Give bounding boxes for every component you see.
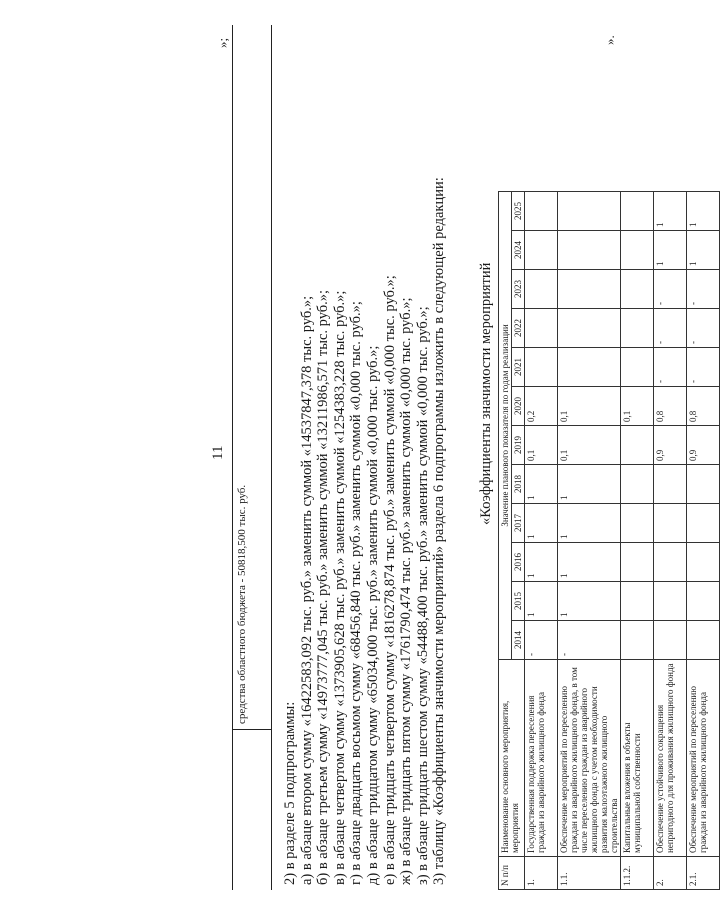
year-header: 2023 bbox=[512, 270, 525, 309]
value-cell: 0,9 bbox=[687, 426, 720, 465]
value-cell: 0,9 bbox=[654, 426, 687, 465]
row-number: 1.1. bbox=[558, 857, 621, 890]
year-header: 2014 bbox=[512, 621, 525, 660]
value-cell: 1 bbox=[558, 543, 621, 582]
value-cell: 0,1 bbox=[558, 387, 621, 426]
value-cell bbox=[558, 231, 621, 270]
value-cell: 1 bbox=[654, 192, 687, 231]
year-header: 2018 bbox=[512, 465, 525, 504]
value-cell: - bbox=[687, 348, 720, 387]
box-divider bbox=[233, 729, 271, 730]
value-cell: 1 bbox=[558, 465, 621, 504]
value-cell: 1 bbox=[654, 231, 687, 270]
amendment-line: 3) таблицу «Коэффициенты значимости мероприятий» раздела 6 подпрограммы изложить в следующей редакции: bbox=[431, 177, 448, 885]
value-cell bbox=[687, 582, 720, 621]
row-name: Обеспечение мероприятий по переселению граждан из аварийного жилищного фонда bbox=[687, 660, 720, 857]
budget-text: средства областного бюджета - 50818,500 тыс. руб. bbox=[236, 484, 248, 724]
header-name: Наименование основного мероприятия, мероприятия bbox=[499, 660, 525, 857]
value-cell: - bbox=[687, 270, 720, 309]
value-cell bbox=[687, 543, 720, 582]
value-cell: 0,1 bbox=[558, 426, 621, 465]
year-header: 2022 bbox=[512, 309, 525, 348]
coefficients-table bbox=[498, 191, 720, 890]
row-number: 2. bbox=[654, 857, 687, 890]
amendment-line: ж) в абзаце тридцать пятом сумму «1761790,474 тыс. руб.» заменить суммой «0,000 тыс. руб.»; bbox=[398, 297, 415, 885]
row-number: 1.1.2. bbox=[621, 857, 654, 890]
value-cell bbox=[654, 543, 687, 582]
amendment-line: е) в абзаце тридцать четвертом сумму «1816278,874 тыс. руб.» заменить суммой «0,000 тыс. руб.»; bbox=[381, 275, 398, 885]
value-cell bbox=[558, 309, 621, 348]
value-cell bbox=[621, 231, 654, 270]
value-cell bbox=[621, 309, 654, 348]
value-cell bbox=[525, 270, 558, 309]
value-cell bbox=[525, 192, 558, 231]
value-cell bbox=[525, 309, 558, 348]
value-cell: 1 bbox=[558, 504, 621, 543]
value-cell bbox=[654, 582, 687, 621]
value-cell: 1 bbox=[525, 582, 558, 621]
value-cell bbox=[687, 621, 720, 660]
page-number: 11 bbox=[210, 445, 226, 460]
value-cell bbox=[525, 348, 558, 387]
year-header: 2020 bbox=[512, 387, 525, 426]
value-cell bbox=[621, 465, 654, 504]
value-cell bbox=[621, 192, 654, 231]
value-cell bbox=[558, 270, 621, 309]
row-name: Государственная поддержка переселения граждан из аварийного жилищного фонда bbox=[525, 660, 558, 857]
value-cell: 1 bbox=[558, 582, 621, 621]
value-cell: 0,1 bbox=[525, 426, 558, 465]
table-row bbox=[687, 192, 720, 890]
amendment-line: в) в абзаце четвертом сумму «1373905,628 тыс. руб.» заменить суммой «1254383,228 тыс. руб.»; bbox=[331, 290, 348, 885]
row-number: 2.1. bbox=[687, 857, 720, 890]
value-cell: 1 bbox=[525, 504, 558, 543]
row-name: Обеспечение устойчивого сокращения непригодного для проживания жилищного фонда bbox=[654, 660, 687, 857]
amendment-line: б) в абзаце третьем сумму «14973777,045 тыс. руб.» заменить суммой «13211986,571 тыс. руб.»; bbox=[315, 289, 332, 885]
year-header: 2019 bbox=[512, 426, 525, 465]
header-group: Значение планового показателя по годам реализации bbox=[499, 192, 512, 660]
header-num: N п/п bbox=[499, 857, 525, 890]
year-header: 2016 bbox=[512, 543, 525, 582]
value-cell: - bbox=[654, 348, 687, 387]
table-row bbox=[558, 192, 621, 890]
table-row bbox=[525, 192, 558, 890]
value-cell bbox=[621, 426, 654, 465]
value-cell bbox=[558, 192, 621, 231]
value-cell bbox=[654, 504, 687, 543]
value-cell: 1 bbox=[687, 231, 720, 270]
value-cell: - bbox=[654, 309, 687, 348]
value-cell bbox=[621, 270, 654, 309]
value-cell bbox=[558, 348, 621, 387]
row-name: Обеспечение мероприятий по переселению граждан из аварийного жилищного фонда, в том числе переселению граждан из аварийного жилищного фонда с учетом необходимости развития малоэтажного жилищного строительства bbox=[558, 660, 621, 857]
amendment-line: 2) в разделе 5 подпрограммы: bbox=[282, 701, 298, 885]
amendment-line: з) в абзаце тридцать шестом сумму «54488,400 тыс. руб.» заменить суммой «0,000 тыс. руб.»; bbox=[414, 306, 431, 885]
value-cell bbox=[687, 504, 720, 543]
value-cell: - bbox=[654, 270, 687, 309]
value-cell: 1 bbox=[525, 465, 558, 504]
year-header: 2025 bbox=[512, 192, 525, 231]
value-cell: 0,8 bbox=[654, 387, 687, 426]
budget-box bbox=[232, 25, 272, 890]
table-closing-quote: ». bbox=[602, 35, 617, 45]
table-row bbox=[654, 192, 687, 890]
table-title: «Коэффициенты значимости мероприятий bbox=[478, 262, 494, 525]
value-cell: - bbox=[525, 621, 558, 660]
rotated-page bbox=[20, 15, 708, 890]
closing-quote: »; bbox=[215, 37, 230, 48]
value-cell bbox=[654, 465, 687, 504]
table-body bbox=[525, 192, 720, 890]
year-header: 2021 bbox=[512, 348, 525, 387]
value-cell bbox=[687, 465, 720, 504]
value-cell bbox=[621, 543, 654, 582]
value-cell bbox=[621, 582, 654, 621]
value-cell: 0,8 bbox=[687, 387, 720, 426]
value-cell: 1 bbox=[687, 192, 720, 231]
value-cell bbox=[621, 621, 654, 660]
value-cell bbox=[621, 504, 654, 543]
value-cell bbox=[654, 621, 687, 660]
value-cell: - bbox=[558, 621, 621, 660]
value-cell: 0,2 bbox=[525, 387, 558, 426]
year-header: 2015 bbox=[512, 582, 525, 621]
value-cell bbox=[525, 231, 558, 270]
value-cell: 1 bbox=[525, 543, 558, 582]
row-number: 1. bbox=[525, 857, 558, 890]
amendment-line: д) в абзаце тридцатом сумму «65034,000 тыс. руб.» заменить суммой «0,000 тыс. руб.»; bbox=[364, 345, 381, 885]
row-name: Капитальные вложения в объекты муниципальной собственности bbox=[621, 660, 654, 857]
amendment-line: г) в абзаце двадцать восьмом сумму «68456,840 тыс. руб.» заменить суммой «0,000 тыс. руб.»; bbox=[348, 301, 365, 885]
amendment-list bbox=[282, 177, 448, 885]
year-header: 2017 bbox=[512, 504, 525, 543]
year-header: 2024 bbox=[512, 231, 525, 270]
value-cell bbox=[621, 348, 654, 387]
amendment-line: а) в абзаце втором сумму «16422583,092 тыс. руб.» заменить суммой «14537847,378 тыс. руб.»; bbox=[298, 295, 315, 885]
value-cell: - bbox=[687, 309, 720, 348]
value-cell: 0,1 bbox=[621, 387, 654, 426]
table-row bbox=[621, 192, 654, 890]
